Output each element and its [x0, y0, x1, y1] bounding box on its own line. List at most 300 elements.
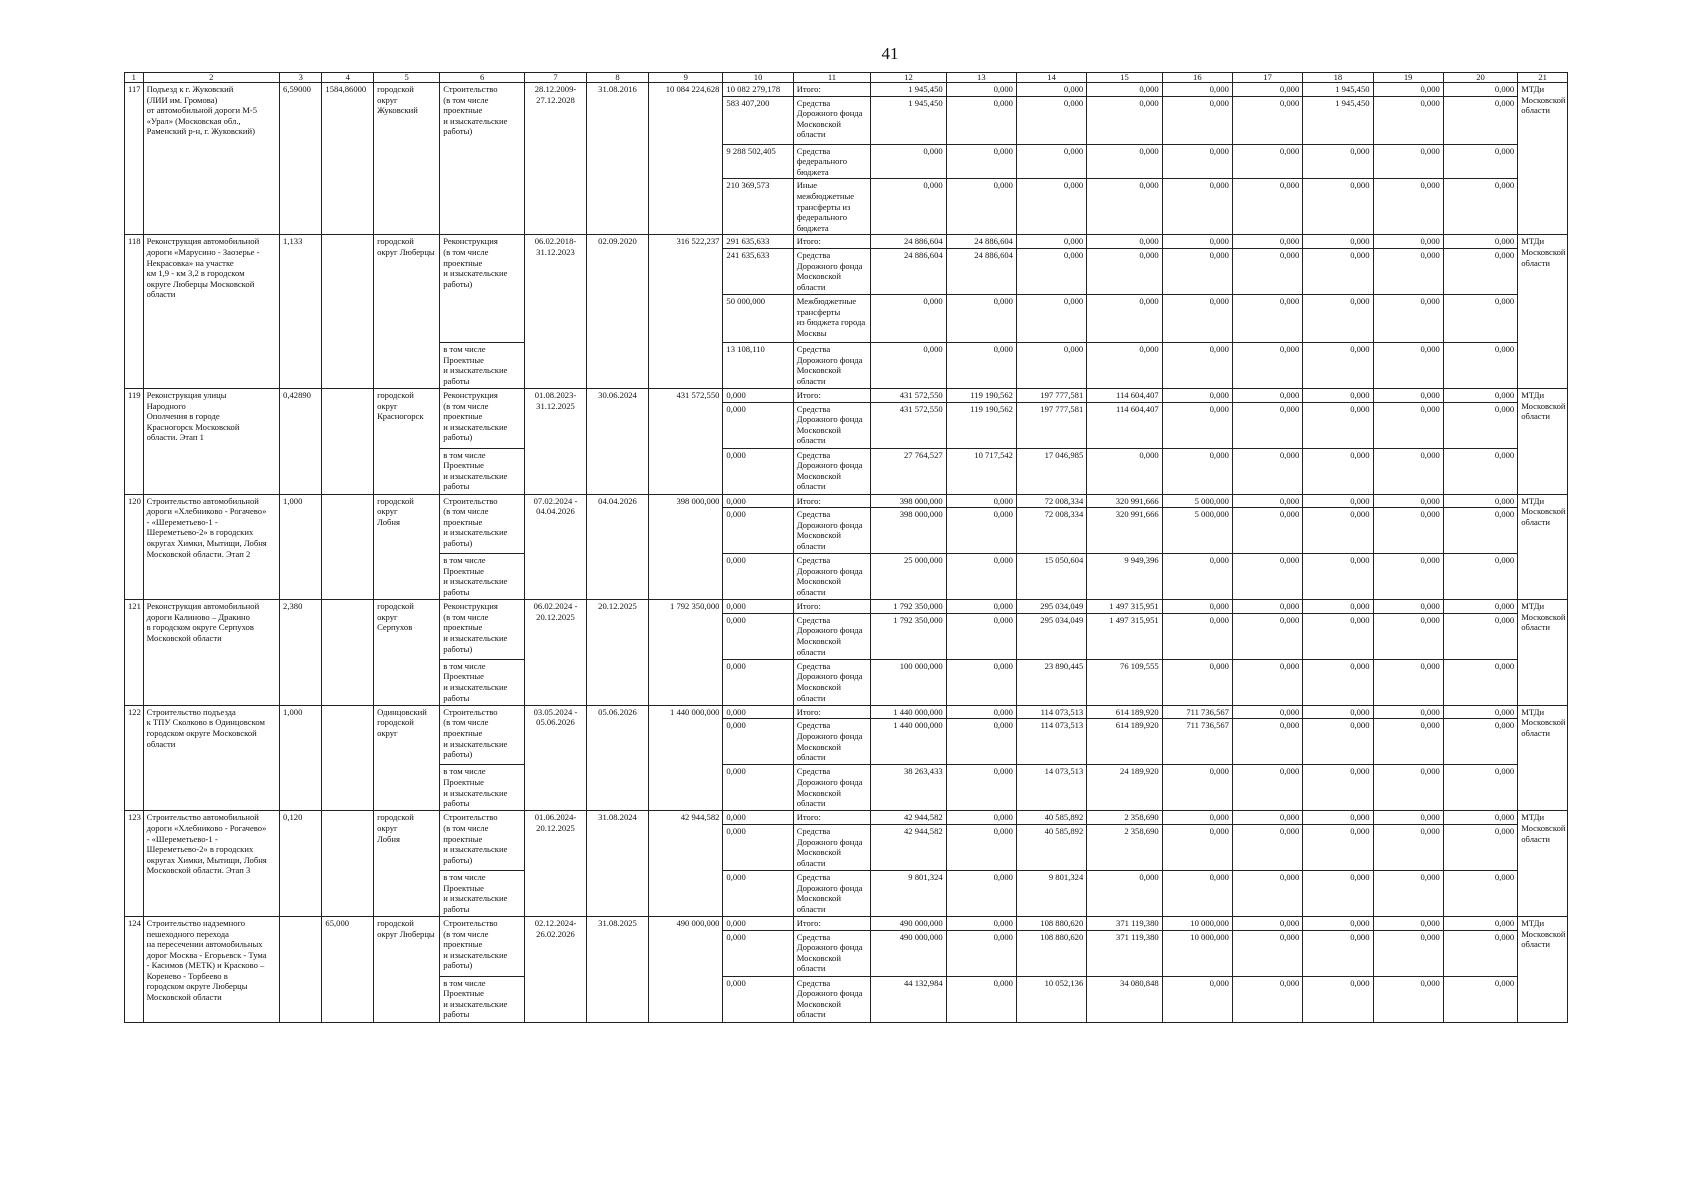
- length-km: 2,380: [280, 600, 322, 706]
- year-amount: 0,000: [1443, 179, 1517, 235]
- year-amount: 0,000: [1232, 916, 1302, 930]
- year-amount: 371 119,380: [1087, 930, 1162, 976]
- funding-source: Средства Дорожного фонда Московской области: [793, 719, 871, 765]
- year-amount: 0,000: [1303, 508, 1373, 554]
- municipality: городской округ Люберцы: [374, 916, 440, 1022]
- year-amount: 0,000: [1373, 508, 1443, 554]
- column-number: 15: [1087, 73, 1162, 83]
- year-amount: 371 119,380: [1087, 916, 1162, 930]
- year-amount: 0,000: [1162, 235, 1232, 249]
- year-amount: 431 572,550: [871, 402, 946, 448]
- year-amount: 0,000: [1016, 342, 1086, 388]
- capacity-value: [322, 388, 374, 494]
- capacity-value: 65,000: [322, 916, 374, 1022]
- completion-date: 04.04.2026: [586, 494, 648, 600]
- year-amount: 0,000: [1087, 144, 1162, 179]
- municipality: городской округ Красногорск: [374, 388, 440, 494]
- year-amount: 0,000: [1443, 765, 1517, 811]
- year-amount: 1 440 000,000: [871, 705, 946, 719]
- year-amount: 0,000: [946, 600, 1016, 614]
- year-amount: 0,000: [1232, 388, 1302, 402]
- responsible-body: МТДи Московской области: [1518, 705, 1568, 811]
- year-amount: 0,000: [1162, 144, 1232, 179]
- funded-before: 0,000: [723, 448, 793, 494]
- year-amount: 9 801,324: [871, 870, 946, 916]
- length-km: 0,120: [280, 811, 322, 917]
- municipality: Одинцовский городской округ: [374, 705, 440, 811]
- table-row: [125, 494, 1568, 508]
- project-name: Подъезд к г. Жуковский (ЛИИ им. Громова) от автомобильной дороги М-5 «Урал» (Московская обл., Раменский р-н, г. Жуковский): [143, 83, 279, 235]
- year-amount: 0,000: [946, 144, 1016, 179]
- project-name: Реконструкция автомобильной дороги «Марусино - Заозерье - Некрасовка» на участке км 1,9 - км 3,2 в городском округе Люберцы Московской области: [143, 235, 279, 389]
- year-amount: 0,000: [1373, 96, 1443, 144]
- capacity-value: 1584,86000: [322, 83, 374, 235]
- column-number: 19: [1373, 73, 1443, 83]
- year-amount: 1 792 350,000: [871, 613, 946, 659]
- work-type: Строительство (в том числе проектные и изыскательские работы): [440, 705, 525, 765]
- year-amount: 0,000: [1303, 235, 1373, 249]
- funded-before: 13 108,110: [723, 342, 793, 388]
- length-km: 0,42890: [280, 388, 322, 494]
- work-type-sub: в том числе Проектные и изыскательские работы: [440, 448, 525, 494]
- completion-date: 30.06.2024: [586, 388, 648, 494]
- work-period: 03.05.2024 - 05.06.2026: [524, 705, 586, 811]
- work-type-sub: в том числе Проектные и изыскательские работы: [440, 659, 525, 705]
- responsible-body: МТДи Московской области: [1518, 235, 1568, 389]
- work-type: Строительство (в том числе проектные и изыскательские работы): [440, 83, 525, 235]
- column-number: 16: [1162, 73, 1232, 83]
- capacity-value: [322, 811, 374, 917]
- year-amount: 0,000: [1443, 824, 1517, 870]
- year-amount: 0,000: [1232, 824, 1302, 870]
- year-amount: 0,000: [1443, 719, 1517, 765]
- table-row: [125, 83, 1568, 97]
- funded-before: 0,000: [723, 870, 793, 916]
- project-name: Строительство надземного пешеходного перехода на пересечении автомобильных дорог Москва - Егорьевск - Тума - Касимов (МЕТК) и Красково – Коренево - Торбеево в городском округе Люберцы Московской области: [143, 916, 279, 1022]
- funding-source: Средства федерального бюджета: [793, 144, 871, 179]
- year-amount: 0,000: [1443, 976, 1517, 1022]
- year-amount: 10 000,000: [1162, 916, 1232, 930]
- year-amount: 0,000: [1232, 600, 1302, 614]
- year-amount: 0,000: [946, 494, 1016, 508]
- completion-date: 02.09.2020: [586, 235, 648, 389]
- year-amount: 0,000: [1162, 811, 1232, 825]
- funded-before: 0,000: [723, 402, 793, 448]
- year-amount: 0,000: [1373, 870, 1443, 916]
- year-amount: 5 000,000: [1162, 494, 1232, 508]
- year-amount: 0,000: [1373, 930, 1443, 976]
- road-projects-table: [124, 72, 1568, 1023]
- year-amount: 0,000: [1373, 144, 1443, 179]
- year-amount: 0,000: [1303, 448, 1373, 494]
- year-amount: 119 190,562: [946, 402, 1016, 448]
- project-number: 121: [125, 600, 144, 706]
- funding-source: Средства Дорожного фонда Московской области: [793, 659, 871, 705]
- year-amount: 0,000: [1087, 248, 1162, 294]
- year-amount: 0,000: [871, 179, 946, 235]
- year-amount: 0,000: [1443, 83, 1517, 97]
- column-number: 2: [143, 73, 279, 83]
- column-number: 10: [723, 73, 793, 83]
- funding-source: Средства Дорожного фонда Московской области: [793, 248, 871, 294]
- year-amount: 0,000: [1443, 402, 1517, 448]
- year-amount: 0,000: [1443, 342, 1517, 388]
- year-amount: 0,000: [1016, 144, 1086, 179]
- year-amount: 0,000: [1303, 824, 1373, 870]
- work-type-sub: в том числе Проектные и изыскательские работы: [440, 342, 525, 388]
- column-number: 13: [946, 73, 1016, 83]
- municipality: городской округ Лобня: [374, 811, 440, 917]
- year-amount: 0,000: [946, 719, 1016, 765]
- year-amount: 24 189,920: [1087, 765, 1162, 811]
- year-amount: 0,000: [946, 342, 1016, 388]
- table-row: [125, 235, 1568, 249]
- year-amount: 1 440 000,000: [871, 719, 946, 765]
- funding-source: Средства Дорожного фонда Московской области: [793, 508, 871, 554]
- year-amount: 2 358,690: [1087, 811, 1162, 825]
- year-amount: 2 358,690: [1087, 824, 1162, 870]
- funded-before: 0,000: [723, 824, 793, 870]
- funding-source: Итого:: [793, 388, 871, 402]
- year-amount: 614 189,920: [1087, 705, 1162, 719]
- funding-source: Межбюджетные трансферты из бюджета города Москвы: [793, 294, 871, 342]
- year-amount: 398 000,000: [871, 494, 946, 508]
- year-amount: 0,000: [1087, 83, 1162, 97]
- funding-source: Итого:: [793, 811, 871, 825]
- year-amount: 0,000: [1373, 765, 1443, 811]
- year-amount: 0,000: [1303, 811, 1373, 825]
- year-amount: 9 949,396: [1087, 554, 1162, 600]
- responsible-body: МТДи Московской области: [1518, 811, 1568, 917]
- year-amount: 0,000: [1232, 719, 1302, 765]
- total-cost: 1 440 000,000: [649, 705, 723, 811]
- year-amount: 0,000: [1443, 248, 1517, 294]
- year-amount: 0,000: [1232, 294, 1302, 342]
- completion-date: 31.08.2025: [586, 916, 648, 1022]
- year-amount: 0,000: [946, 613, 1016, 659]
- year-amount: 0,000: [1232, 96, 1302, 144]
- year-amount: 0,000: [1232, 144, 1302, 179]
- year-amount: 0,000: [1232, 613, 1302, 659]
- year-amount: 0,000: [1373, 976, 1443, 1022]
- work-period: 06.02.2018- 31.12.2023: [524, 235, 586, 389]
- funded-before: 9 288 502,405: [723, 144, 793, 179]
- funded-before: 0,000: [723, 508, 793, 554]
- work-type: Строительство (в том числе проектные и изыскательские работы): [440, 811, 525, 871]
- year-amount: 0,000: [946, 916, 1016, 930]
- page-number: 41: [881, 44, 899, 63]
- year-amount: 72 008,334: [1016, 494, 1086, 508]
- year-amount: 0,000: [1443, 659, 1517, 705]
- year-amount: 0,000: [1232, 554, 1302, 600]
- column-number: 4: [322, 73, 374, 83]
- year-amount: 0,000: [1232, 765, 1302, 811]
- year-amount: 0,000: [1162, 83, 1232, 97]
- year-amount: 0,000: [1373, 554, 1443, 600]
- year-amount: 114 073,513: [1016, 719, 1086, 765]
- year-amount: 0,000: [1162, 600, 1232, 614]
- total-cost: 431 572,550: [649, 388, 723, 494]
- year-amount: 38 263,433: [871, 765, 946, 811]
- year-amount: 1 945,450: [871, 96, 946, 144]
- year-amount: 14 073,513: [1016, 765, 1086, 811]
- year-amount: 0,000: [1232, 448, 1302, 494]
- year-amount: 0,000: [1443, 494, 1517, 508]
- year-amount: 1 945,450: [871, 83, 946, 97]
- funding-source: Итого:: [793, 235, 871, 249]
- year-amount: 0,000: [1373, 824, 1443, 870]
- column-number: 17: [1232, 73, 1302, 83]
- funding-source: Итого:: [793, 494, 871, 508]
- year-amount: 0,000: [1443, 600, 1517, 614]
- column-number: 8: [586, 73, 648, 83]
- funded-before: 0,000: [723, 765, 793, 811]
- funding-source: Иные межбюджетные трансферты из федерального бюджета: [793, 179, 871, 235]
- year-amount: 0,000: [1373, 916, 1443, 930]
- year-amount: 0,000: [1373, 448, 1443, 494]
- year-amount: 0,000: [1162, 294, 1232, 342]
- year-amount: 0,000: [1373, 388, 1443, 402]
- year-amount: 0,000: [1232, 83, 1302, 97]
- work-type: Реконструкция (в том числе проектные и изыскательские работы): [440, 388, 525, 448]
- total-cost: 1 792 350,000: [649, 600, 723, 706]
- funding-source: Средства Дорожного фонда Московской области: [793, 448, 871, 494]
- funded-before: 10 082 279,178: [723, 83, 793, 97]
- year-amount: 0,000: [1303, 659, 1373, 705]
- year-amount: 0,000: [1303, 294, 1373, 342]
- project-number: 118: [125, 235, 144, 389]
- year-amount: 0,000: [1443, 930, 1517, 976]
- work-type: Реконструкция (в том числе проектные и изыскательские работы): [440, 235, 525, 343]
- work-type-sub: в том числе Проектные и изыскательские работы: [440, 554, 525, 600]
- column-number: 18: [1303, 73, 1373, 83]
- year-amount: 320 991,666: [1087, 508, 1162, 554]
- year-amount: 23 890,445: [1016, 659, 1086, 705]
- funding-source: Средства Дорожного фонда Московской области: [793, 870, 871, 916]
- year-amount: 0,000: [1232, 976, 1302, 1022]
- year-amount: 0,000: [1162, 659, 1232, 705]
- capacity-value: [322, 494, 374, 600]
- year-amount: 0,000: [1232, 659, 1302, 705]
- year-amount: 0,000: [1016, 235, 1086, 249]
- year-amount: 431 572,550: [871, 388, 946, 402]
- total-cost: 42 944,582: [649, 811, 723, 917]
- responsible-body: МТДи Московской области: [1518, 388, 1568, 494]
- total-cost: 316 522,237: [649, 235, 723, 389]
- year-amount: 0,000: [1162, 248, 1232, 294]
- column-number: 20: [1443, 73, 1517, 83]
- year-amount: 0,000: [1016, 96, 1086, 144]
- year-amount: 72 008,334: [1016, 508, 1086, 554]
- year-amount: 0,000: [1373, 83, 1443, 97]
- year-amount: 0,000: [1303, 248, 1373, 294]
- length-km: [280, 916, 322, 1022]
- year-amount: 0,000: [1303, 600, 1373, 614]
- year-amount: 0,000: [1373, 235, 1443, 249]
- year-amount: 0,000: [1443, 235, 1517, 249]
- funded-before: 0,000: [723, 719, 793, 765]
- funding-source: Итого:: [793, 600, 871, 614]
- year-amount: 0,000: [1373, 600, 1443, 614]
- year-amount: 0,000: [1303, 613, 1373, 659]
- year-amount: 0,000: [946, 705, 1016, 719]
- year-amount: 398 000,000: [871, 508, 946, 554]
- year-amount: 0,000: [1087, 235, 1162, 249]
- year-amount: 114 073,513: [1016, 705, 1086, 719]
- funded-before: 0,000: [723, 494, 793, 508]
- year-amount: 0,000: [1443, 96, 1517, 144]
- year-amount: 0,000: [1162, 448, 1232, 494]
- year-amount: 0,000: [946, 96, 1016, 144]
- year-amount: 0,000: [1162, 402, 1232, 448]
- year-amount: 0,000: [1373, 248, 1443, 294]
- year-amount: 490 000,000: [871, 916, 946, 930]
- year-amount: 0,000: [946, 930, 1016, 976]
- year-amount: 0,000: [1303, 765, 1373, 811]
- year-amount: 0,000: [1373, 705, 1443, 719]
- year-amount: 0,000: [946, 659, 1016, 705]
- year-amount: 0,000: [1303, 342, 1373, 388]
- year-amount: 5 000,000: [1162, 508, 1232, 554]
- length-km: 6,59000: [280, 83, 322, 235]
- table-row: [125, 916, 1568, 930]
- year-amount: 1 945,450: [1303, 96, 1373, 144]
- table-row: [125, 388, 1568, 402]
- funded-before: 0,000: [723, 811, 793, 825]
- work-period: 01.08.2023- 31.12.2025: [524, 388, 586, 494]
- funded-before: 583 407,200: [723, 96, 793, 144]
- work-type-sub: в том числе Проектные и изыскательские работы: [440, 870, 525, 916]
- year-amount: 0,000: [1443, 811, 1517, 825]
- funded-before: 241 635,633: [723, 248, 793, 294]
- year-amount: 0,000: [1162, 179, 1232, 235]
- year-amount: 0,000: [1303, 976, 1373, 1022]
- column-number: 21: [1518, 73, 1568, 83]
- work-period: 28.12.2009- 27.12.2028: [524, 83, 586, 235]
- municipality: городской округ Серпухов: [374, 600, 440, 706]
- length-km: 1,133: [280, 235, 322, 389]
- column-number: 12: [871, 73, 946, 83]
- year-amount: 0,000: [1016, 248, 1086, 294]
- capacity-value: [322, 235, 374, 389]
- year-amount: 108 880,620: [1016, 930, 1086, 976]
- year-amount: 10 052,136: [1016, 976, 1086, 1022]
- year-amount: 0,000: [1373, 811, 1443, 825]
- year-amount: 0,000: [1303, 930, 1373, 976]
- responsible-body: МТДи Московской области: [1518, 494, 1568, 600]
- column-number: 6: [440, 73, 525, 83]
- length-km: 1,000: [280, 494, 322, 600]
- year-amount: 1 497 315,951: [1087, 613, 1162, 659]
- year-amount: 0,000: [1162, 96, 1232, 144]
- project-name: Строительство подъезда к ТПУ Сколково в Одинцовском городском округе Московской области: [143, 705, 279, 811]
- funded-before: 0,000: [723, 916, 793, 930]
- project-number: 120: [125, 494, 144, 600]
- year-amount: 0,000: [1016, 83, 1086, 97]
- year-amount: 0,000: [1232, 494, 1302, 508]
- completion-date: 31.08.2024: [586, 811, 648, 917]
- year-amount: 0,000: [1016, 294, 1086, 342]
- year-amount: 320 991,666: [1087, 494, 1162, 508]
- table-row: [125, 705, 1568, 719]
- year-amount: 0,000: [1232, 402, 1302, 448]
- column-number-row: [125, 73, 1568, 83]
- year-amount: 1 792 350,000: [871, 600, 946, 614]
- capacity-value: [322, 705, 374, 811]
- column-number: 5: [374, 73, 440, 83]
- year-amount: 114 604,407: [1087, 402, 1162, 448]
- year-amount: 0,000: [1162, 824, 1232, 870]
- year-amount: 0,000: [946, 811, 1016, 825]
- total-cost: 398 000,000: [649, 494, 723, 600]
- year-amount: 0,000: [1443, 508, 1517, 554]
- year-amount: 0,000: [946, 976, 1016, 1022]
- year-amount: 0,000: [1162, 554, 1232, 600]
- year-amount: 0,000: [871, 144, 946, 179]
- year-amount: 0,000: [1303, 494, 1373, 508]
- funding-source: Средства Дорожного фонда Московской области: [793, 554, 871, 600]
- year-amount: 0,000: [1087, 870, 1162, 916]
- responsible-body: МТДи Московской области: [1518, 600, 1568, 706]
- year-amount: 0,000: [1016, 179, 1086, 235]
- funded-before: 0,000: [723, 554, 793, 600]
- project-name: Реконструкция улицы Народного Ополчения в городе Красногорск Московской области. Этап 1: [143, 388, 279, 494]
- year-amount: 0,000: [871, 342, 946, 388]
- year-amount: 711 736,567: [1162, 705, 1232, 719]
- year-amount: 42 944,582: [871, 824, 946, 870]
- funded-before: 0,000: [723, 600, 793, 614]
- year-amount: 0,000: [1443, 554, 1517, 600]
- work-period: 01.06.2024- 20.12.2025: [524, 811, 586, 917]
- year-amount: 0,000: [1373, 613, 1443, 659]
- year-amount: 0,000: [1443, 144, 1517, 179]
- length-km: 1,000: [280, 705, 322, 811]
- funding-source: Средства Дорожного фонда Московской области: [793, 765, 871, 811]
- year-amount: 490 000,000: [871, 930, 946, 976]
- funding-source: Итого:: [793, 916, 871, 930]
- year-amount: 0,000: [1303, 402, 1373, 448]
- project-name: Реконструкция автомобильной дороги Калиново – Дракино в городском округе Серпухов Московской области: [143, 600, 279, 706]
- year-amount: 0,000: [1087, 96, 1162, 144]
- funded-before: 50 000,000: [723, 294, 793, 342]
- year-amount: 0,000: [1303, 554, 1373, 600]
- year-amount: 0,000: [1232, 508, 1302, 554]
- project-number: 124: [125, 916, 144, 1022]
- funded-before: 291 635,633: [723, 235, 793, 249]
- year-amount: 0,000: [1087, 448, 1162, 494]
- year-amount: 0,000: [1443, 613, 1517, 659]
- year-amount: 24 886,604: [946, 248, 1016, 294]
- year-amount: 40 585,892: [1016, 811, 1086, 825]
- year-amount: 119 190,562: [946, 388, 1016, 402]
- completion-date: 20.12.2025: [586, 600, 648, 706]
- year-amount: 0,000: [1443, 916, 1517, 930]
- year-amount: 114 604,407: [1087, 388, 1162, 402]
- municipality: городской округ Лобня: [374, 494, 440, 600]
- funding-source: Средства Дорожного фонда Московской области: [793, 976, 871, 1022]
- year-amount: 76 109,555: [1087, 659, 1162, 705]
- year-amount: 0,000: [1087, 179, 1162, 235]
- table-row: [125, 600, 1568, 614]
- year-amount: 24 886,604: [871, 235, 946, 249]
- year-amount: 0,000: [1373, 342, 1443, 388]
- year-amount: 0,000: [1162, 613, 1232, 659]
- column-number: 14: [1016, 73, 1086, 83]
- year-amount: 0,000: [1373, 659, 1443, 705]
- year-amount: 0,000: [1303, 719, 1373, 765]
- municipality: городской округ Жуковский: [374, 83, 440, 235]
- funding-source: Средства Дорожного фонда Московской области: [793, 342, 871, 388]
